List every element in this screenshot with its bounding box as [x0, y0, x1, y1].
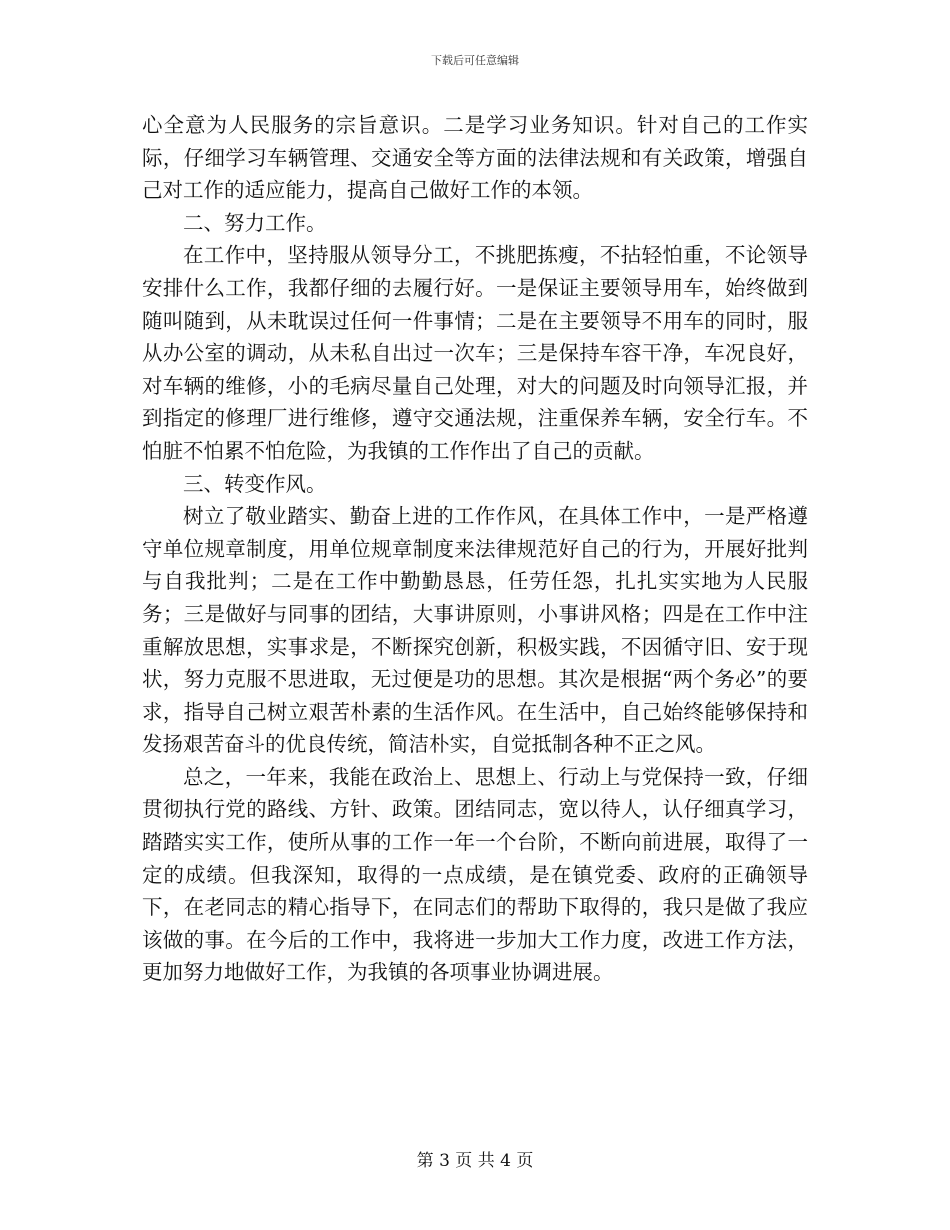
page-number: 第 3 页 共 4 页 — [416, 1151, 534, 1171]
section-heading-3: 三、转变作风。 — [183, 471, 327, 496]
paragraph-1: 心全意为人民服务的宗旨意识。二是学习业务知识。针对自己的工作实际，仔细学习车辆管理、交通安全等方面的法律法规和有关政策，增强自己对工作的适应能力，提高自己做好工作的本领。 — [142, 113, 808, 203]
paragraph-style: 树立了敬业踏实、勤奋上进的工作作风，在具体工作中，一是严格遵守单位规章制度，用单位规章制度来法律规范好自己的行为，开展好批判与自我批判；二是在工作中勤勤恳恳，任劳任怨，扎扎实实地为人民服务；三是做好与同事的团结，大事讲原则，小事讲风格；四是在工作中注重解放思想，实事求是，不断探究创新，积极实践，不因循守旧、安于现状，努力克服不思进取，无过便是功的思想。其次是根据“两个务必”的要求，指导自己树立艰苦朴素的生活作风。在生活中，自己始终能够保持和发扬艰苦奋斗的优良传统，简洁朴实，自觉抵制各种不正之风。 — [142, 504, 808, 757]
paragraph-summary: 总之，一年来，我能在政治上、思想上、行动上与党保持一致，仔细贯彻执行党的路线、方针、政策。团结同志，宽以待人，认仔细真学习，踏踏实实工作，使所从事的工作一年一个台阶，不断向前进展，取得了一定的成绩。但我深知，取得的一点成绩，是在镇党委、政府的正确领导下，在老同志的精心指导下，在同志们的帮助下取得的，我只是做了我应该做的事。在今后的工作中，我将进一步加大工作力度，改进工作方法，更加努力地做好工作，为我镇的各项事业协调进展。 — [142, 764, 808, 985]
paragraph-work: 在工作中，坚持服从领导分工，不挑肥拣瘦，不拈轻怕重，不论领导安排什么工作，我都仔细的去履行好。一是保证主要领导用车，始终做到随叫随到，从未耽误过任何一件事情；二是在主要领导不用车的同时，服从办公室的调动，从未私自出过一次车；三是保持车容干净，车况良好，对车辆的维修，小的毛病尽量自己处理，对大的问题及时向领导汇报，并到指定的修理厂进行维修，遵守交通法规，注重保养车辆，安全行车。不怕脏不怕累不怕危险，为我镇的工作作出了自己的贡献。 — [142, 243, 808, 463]
document-body — [142, 109, 808, 989]
section-heading-2: 二、努力工作。 — [183, 210, 327, 235]
page-header: 下载后可任意编辑 — [431, 54, 519, 67]
